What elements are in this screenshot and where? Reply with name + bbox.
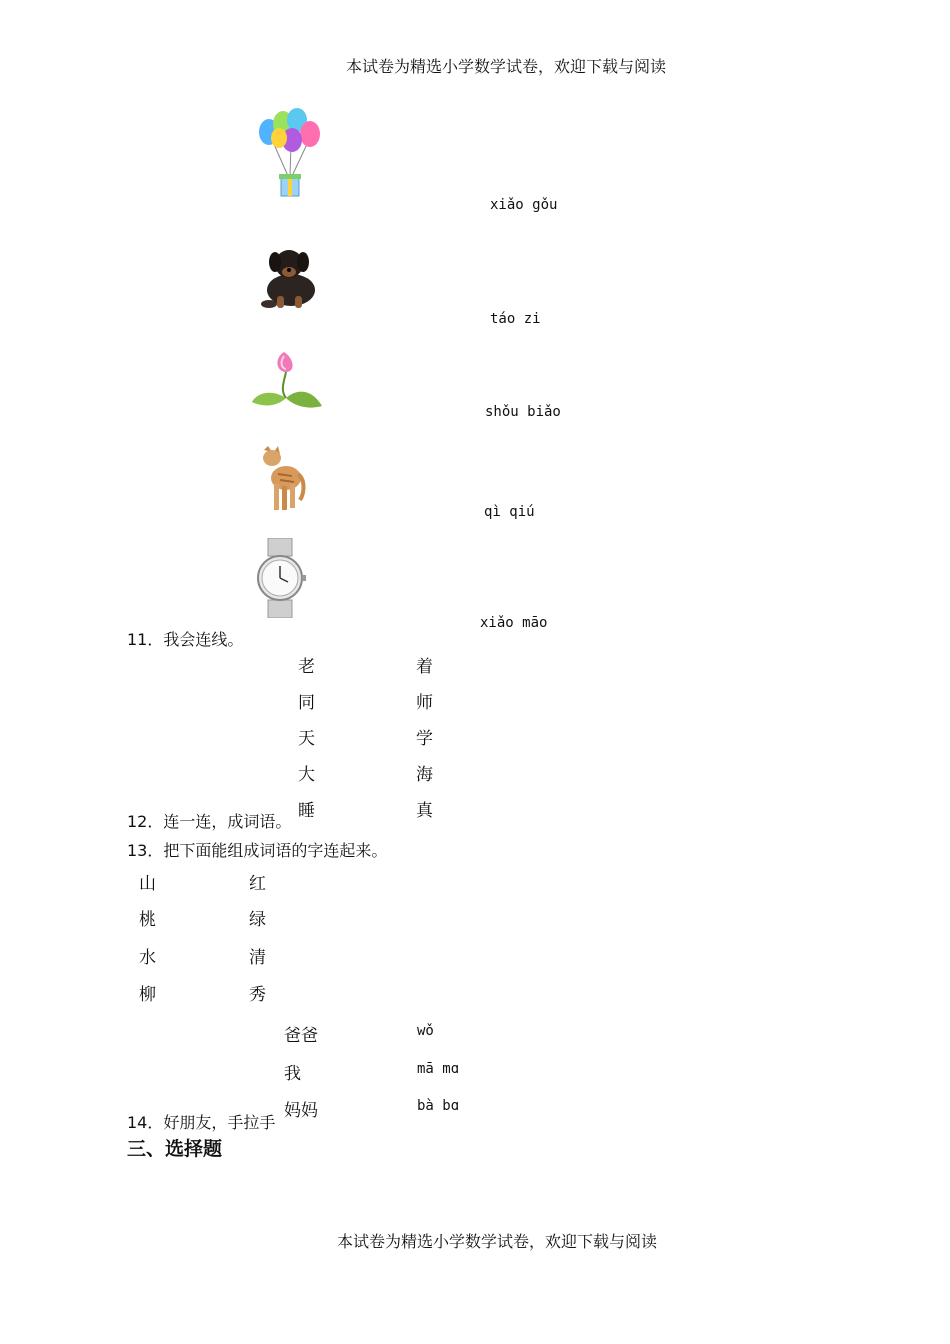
page-header: 本试卷为精选小学数学试卷，欢迎下载与阅读: [346, 57, 667, 76]
cat-icon: [258, 444, 308, 514]
pinyin-tao-zi: táo zi: [490, 311, 541, 327]
pinyin-xiao-gou: xiǎo gǒu: [490, 197, 558, 213]
q14-right-pinyin: wǒ: [417, 1023, 434, 1039]
q11-right-char: 真: [416, 801, 433, 821]
q11-right-char: 着: [416, 657, 433, 677]
question-13-title: 13．把下面能组成词语的字连起来。: [127, 841, 388, 860]
question-11-title: 11．我会连线。: [127, 630, 244, 649]
q13-right-char: 红: [249, 874, 266, 894]
question-12-title: 12．连一连，成词语。: [127, 812, 292, 831]
q13-left-char: 柳: [139, 985, 156, 1005]
pinyin-xiao-mao: xiǎo māo: [480, 615, 548, 631]
q11-right-char: 海: [416, 765, 433, 785]
question-14-title: 14．好朋友，手拉手: [127, 1113, 276, 1132]
page-footer: 本试卷为精选小学数学试卷，欢迎下载与阅读: [337, 1232, 658, 1251]
q14-left-word: 妈妈: [284, 1101, 318, 1121]
q14-left-word: 爸爸: [284, 1026, 318, 1046]
q13-left-char: 桃: [139, 910, 156, 930]
q14-left-word: 我: [284, 1064, 301, 1084]
section-3-title: 三、选择题: [127, 1138, 223, 1160]
q14-right-pinyin: bà bɑ: [417, 1098, 460, 1114]
q13-left-char: 山: [139, 874, 156, 894]
q11-left-char: 同: [298, 693, 315, 713]
peach-icon: [250, 350, 324, 412]
q11-right-char: 学: [416, 729, 433, 749]
q13-right-char: 绿: [249, 910, 266, 930]
pinyin-qi-qiu: qì qiú: [484, 504, 535, 520]
puppy-icon: [255, 240, 327, 312]
q11-left-char: 天: [298, 729, 315, 749]
q14-right-pinyin: mā mɑ: [417, 1061, 460, 1077]
watch-icon: [256, 538, 306, 618]
q13-right-char: 秀: [249, 985, 266, 1005]
q11-left-char: 睡: [298, 801, 315, 821]
pinyin-shou-biao: shǒu biǎo: [485, 404, 561, 420]
q13-left-char: 水: [139, 948, 156, 968]
q13-right-char: 清: [249, 948, 266, 968]
q11-left-char: 老: [298, 657, 315, 677]
q11-left-char: 大: [298, 765, 315, 785]
balloons-gift-icon: [255, 104, 325, 200]
q11-right-char: 师: [416, 693, 433, 713]
